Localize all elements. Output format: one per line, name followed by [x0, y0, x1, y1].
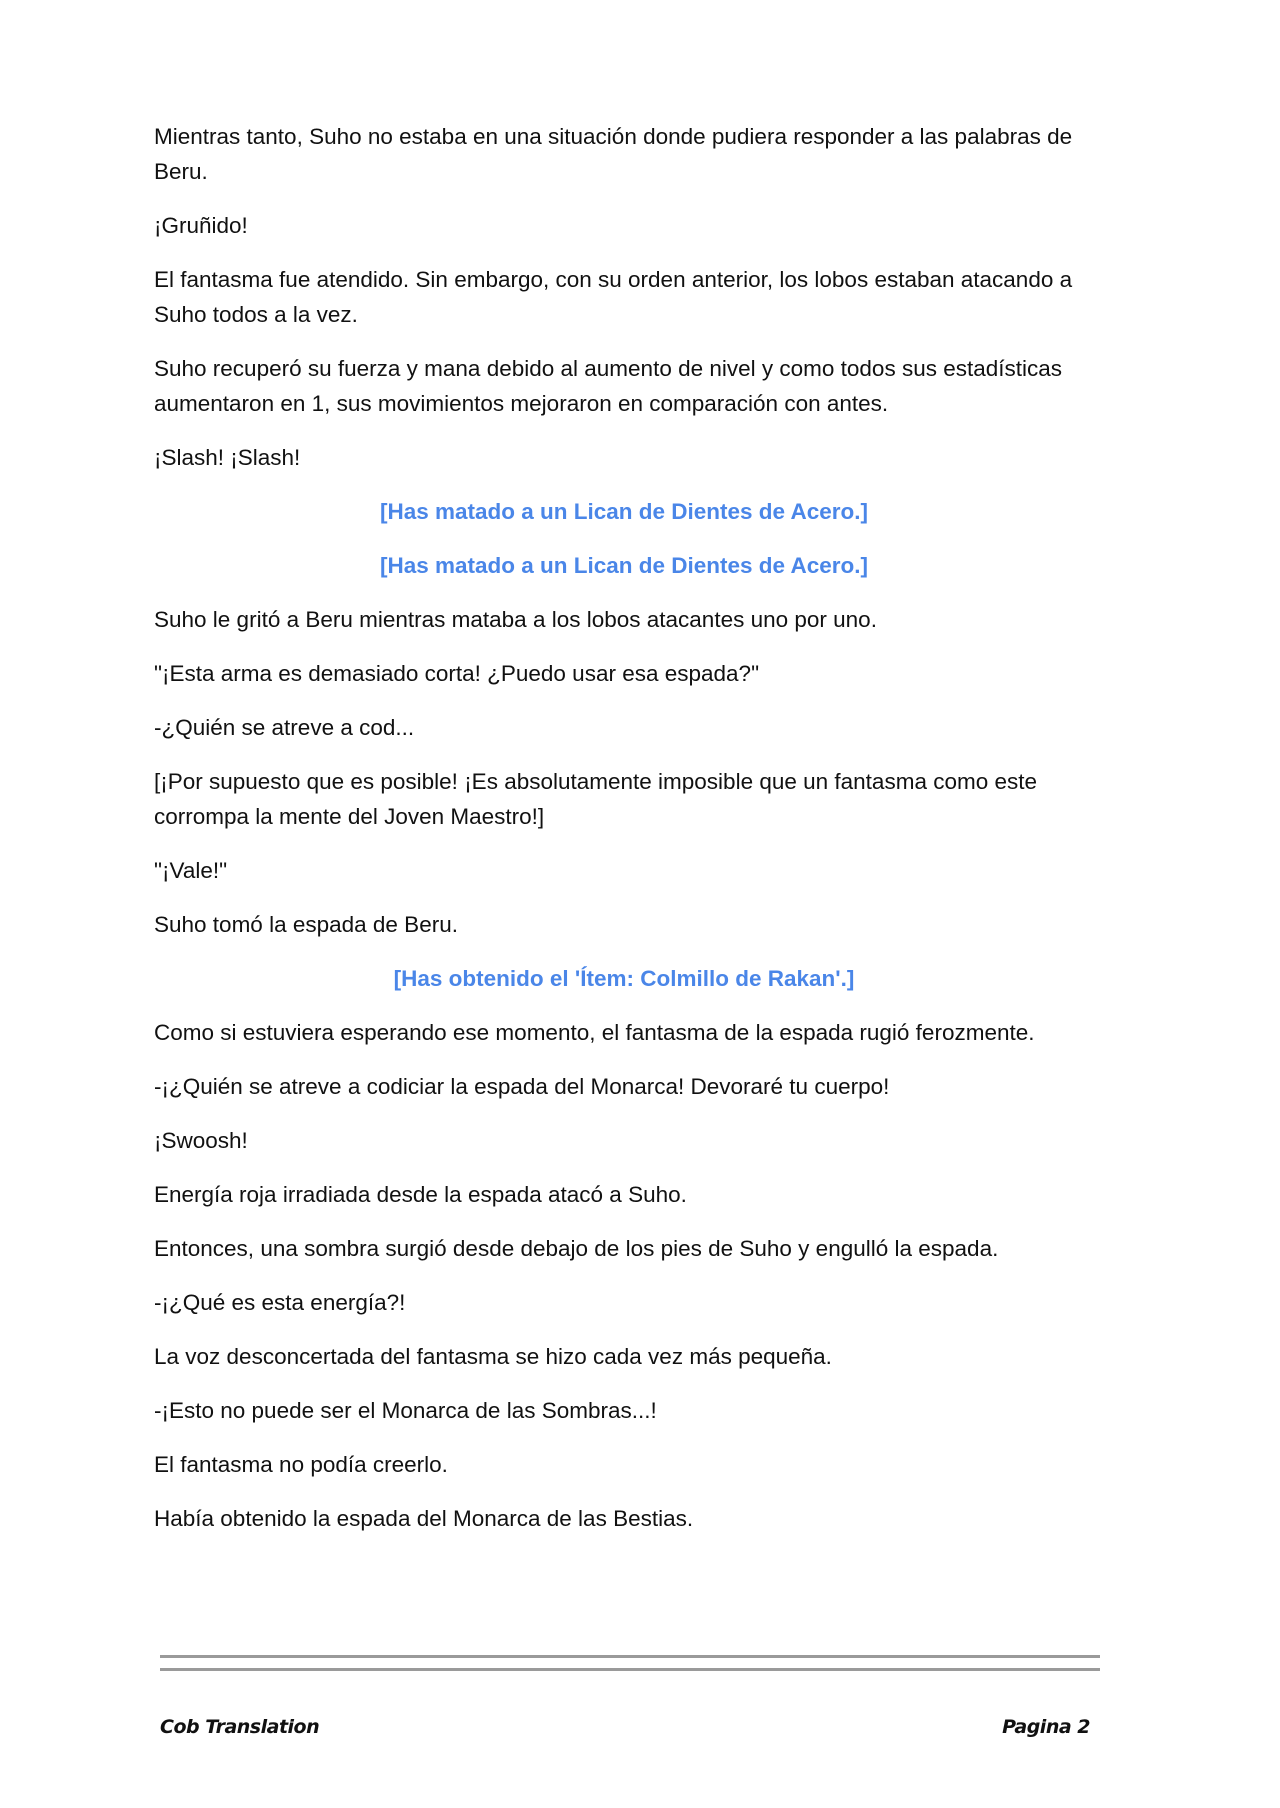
paragraph: ¡Gruñido! — [154, 213, 248, 238]
paragraph: Suho recuperó su fuerza y mana debido al aumento de nivel y como todos sus estadísticas aumentaron en 1, sus movimientos mejoraron en comparación con antes. — [154, 356, 1063, 416]
footer-page-number: Pagina 2 — [1002, 1716, 1090, 1738]
paragraph: Suho tomó la espada de Beru. — [154, 912, 458, 937]
paragraph: [¡Por supuesto que es posible! ¡Es absolutamente imposible que un fantasma como este corrompa la mente del Joven Maestro!] — [154, 769, 1038, 829]
footer-translator: Cob Translation — [160, 1716, 320, 1738]
footer-divider-bottom — [160, 1668, 1100, 1671]
paragraph: Había obtenido la espada del Monarca de las Bestias. — [154, 1506, 694, 1531]
paragraph: -¡¿Quién se atreve a codiciar la espada del Monarca! Devoraré tu cuerpo! — [154, 1074, 890, 1099]
page-body — [154, 119, 1094, 1555]
paragraph: ¡Slash! ¡Slash! — [154, 445, 301, 470]
system-message: [Has obtenido el 'Ítem: Colmillo de Rakan'.] — [393, 966, 855, 991]
paragraph: -¡¿Qué es esta energía?! — [154, 1290, 406, 1315]
paragraph: Entonces, una sombra surgió desde debajo de los pies de Suho y engulló la espada. — [154, 1236, 999, 1261]
system-message: [Has matado a un Lican de Dientes de Acero.] — [379, 553, 869, 578]
paragraph: La voz desconcertada del fantasma se hizo cada vez más pequeña. — [154, 1344, 832, 1369]
paragraph: Mientras tanto, Suho no estaba en una situación donde pudiera responder a las palabras de Beru. — [154, 124, 1073, 184]
paragraph: "¡Esta arma es demasiado corta! ¿Puedo usar esa espada?" — [154, 661, 760, 686]
footer-divider-top — [160, 1655, 1100, 1658]
paragraph: Como si estuviera esperando ese momento, el fantasma de la espada rugió ferozmente. — [154, 1020, 1035, 1045]
paragraph: El fantasma fue atendido. Sin embargo, con su orden anterior, los lobos estaban atacando a Suho todos a la vez. — [154, 267, 1073, 327]
paragraph: El fantasma no podía creerlo. — [154, 1452, 448, 1477]
paragraph: -¡Esto no puede ser el Monarca de las Sombras...! — [154, 1398, 657, 1423]
paragraph: -¿Quién se atreve a cod... — [154, 715, 415, 740]
paragraph: Energía roja irradiada desde la espada atacó a Suho. — [154, 1182, 687, 1207]
system-message: [Has matado a un Lican de Dientes de Acero.] — [379, 499, 869, 524]
paragraph: Suho le gritó a Beru mientras mataba a los lobos atacantes uno por uno. — [154, 607, 877, 632]
paragraph: ¡Swoosh! — [154, 1128, 248, 1153]
paragraph: "¡Vale!" — [154, 858, 228, 883]
